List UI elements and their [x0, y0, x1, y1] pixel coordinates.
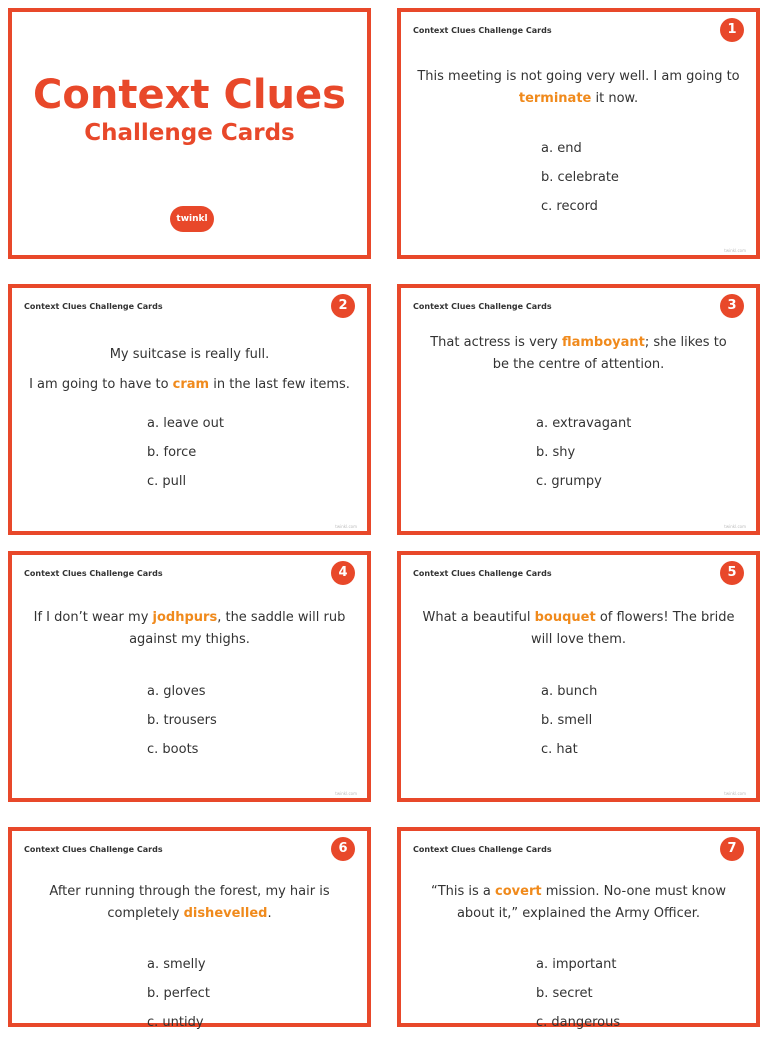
- card-number: 4: [331, 561, 355, 585]
- question-text: “This is a covert mission. No-one must know about it,” explained the Army Officer.: [430, 884, 727, 921]
- option-a[interactable]: a. leave out: [147, 416, 224, 431]
- card-header: Context Clues Challenge Cards: [413, 845, 552, 854]
- card-footer: twinkl.com: [724, 791, 746, 796]
- question-text: After running through the forest, my hair is completely dishevelled.: [49, 884, 330, 921]
- option-b[interactable]: b. shy: [536, 445, 576, 460]
- card-header: Context Clues Challenge Cards: [24, 569, 163, 578]
- card-number: 2: [331, 294, 355, 318]
- option-a[interactable]: a. bunch: [541, 684, 598, 699]
- challenge-card-4: [8, 551, 371, 802]
- cover-subtitle: Challenge Cards: [84, 120, 295, 146]
- card-header: Context Clues Challenge Cards: [413, 302, 552, 311]
- answer-options: [541, 139, 619, 226]
- card-header: Context Clues Challenge Cards: [24, 845, 163, 854]
- twinkl-logo: twinkl: [170, 206, 214, 232]
- option-c[interactable]: c. record: [541, 199, 598, 214]
- option-b[interactable]: b. force: [147, 445, 197, 460]
- card-header: Context Clues Challenge Cards: [413, 569, 552, 578]
- option-b[interactable]: b. smell: [541, 713, 593, 728]
- answer-options: [536, 955, 620, 1042]
- option-a[interactable]: a. gloves: [147, 684, 206, 699]
- card-number: 3: [720, 294, 744, 318]
- keyword: cram: [172, 377, 210, 392]
- question-text: My suitcase is really full. I am going to have to cram in the last few items.: [29, 347, 350, 392]
- option-a[interactable]: a. extravagant: [536, 416, 632, 431]
- keyword: jodhpurs: [152, 610, 218, 625]
- challenge-card-6: [8, 827, 371, 1030]
- option-b[interactable]: b. trousers: [147, 713, 217, 728]
- card-footer: twinkl.com: [335, 524, 357, 529]
- challenge-card-2: [8, 284, 371, 535]
- question-text: That actress is very flamboyant; she likes to be the centre of attention.: [430, 335, 727, 372]
- challenge-card-3: [397, 284, 760, 535]
- keyword: terminate: [518, 91, 592, 106]
- option-b[interactable]: b. perfect: [147, 986, 210, 1001]
- option-c[interactable]: c. boots: [147, 742, 199, 757]
- answer-options: [536, 414, 631, 501]
- question-text: This meeting is not going very well. I am going to terminate it now.: [417, 69, 740, 106]
- option-b[interactable]: b. secret: [536, 986, 593, 1001]
- option-a[interactable]: a. smelly: [147, 957, 206, 972]
- card-number: 5: [720, 561, 744, 585]
- question-text: What a beautiful bouquet of flowers! The bride will love them.: [422, 610, 735, 647]
- challenge-card-7: [397, 827, 760, 1030]
- option-c[interactable]: c. grumpy: [536, 474, 602, 489]
- cover-card: [8, 8, 371, 259]
- card-footer: twinkl.com: [724, 524, 746, 529]
- card-number: 7: [720, 837, 744, 861]
- card-footer: twinkl.com: [335, 791, 357, 796]
- answer-options: [147, 955, 210, 1042]
- challenge-card-1: [397, 8, 760, 259]
- challenge-card-5: [397, 551, 760, 802]
- card-header: Context Clues Challenge Cards: [413, 26, 552, 35]
- option-c[interactable]: c. hat: [541, 742, 578, 757]
- card-header: Context Clues Challenge Cards: [24, 302, 163, 311]
- option-c[interactable]: c. pull: [147, 474, 187, 489]
- answer-options: [541, 682, 597, 769]
- option-b[interactable]: b. celebrate: [541, 170, 619, 185]
- card-number: 1: [720, 18, 744, 42]
- answer-options: [147, 414, 224, 501]
- option-a[interactable]: a. important: [536, 957, 617, 972]
- option-c[interactable]: c. dangerous: [536, 1015, 621, 1030]
- keyword: dishevelled: [183, 906, 268, 921]
- keyword: bouquet: [534, 610, 596, 625]
- keyword: flamboyant: [561, 335, 645, 350]
- question-text: If I don’t wear my jodhpurs, the saddle will rub against my thighs.: [33, 610, 346, 647]
- cover-title: Context Clues: [33, 72, 346, 118]
- keyword: covert: [495, 884, 542, 899]
- option-a[interactable]: a. end: [541, 141, 582, 156]
- answer-options: [147, 682, 217, 769]
- card-number: 6: [331, 837, 355, 861]
- card-footer: twinkl.com: [724, 248, 746, 253]
- option-c[interactable]: c. untidy: [147, 1015, 204, 1030]
